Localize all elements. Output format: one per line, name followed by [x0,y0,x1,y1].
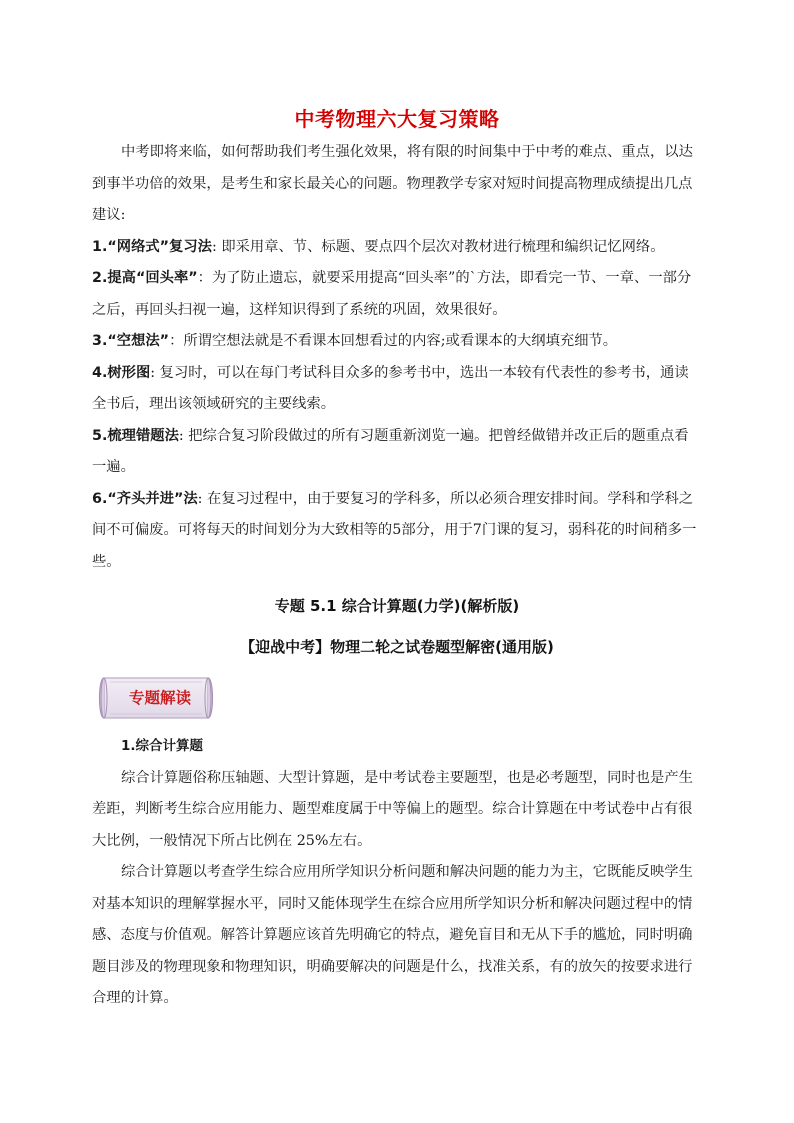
section-paragraph: 综合计算题俗称压轴题、大型计算题，是中考试卷主要题型，也是必考题型，同时也是产生差距，判断考生综合应用能力、题型难度属于中等偏上的题型。综合计算题在中考试卷中占有很大比例，一般情况下所占比例在 25%左右。 [92,769,693,849]
strategy-label: 4.树形图 [92,364,151,381]
strategy-text: : 复习时，可以在每门考试科目众多的参考书中，选出一本较有代表性的参考书，通读全书后，理出该领域研究的主要线索。 [92,364,689,412]
intro-block [92,137,702,578]
strategy-item [92,421,702,484]
strategy-label: 2.提高“回头率” [92,270,198,286]
strategy-text: : 把综合复习阶段做过的所有习题重新浏览一遍。把曾经做错并改正后的题重点看一遍。 [92,427,689,475]
strategy-label: 5.梳理错题法 [92,427,179,444]
strategy-label: 3.“空想法” [92,333,170,349]
topic-badge-label: 专题解读 [128,689,191,707]
content-section [92,731,702,1015]
strategy-item [92,358,702,421]
strategy-text: : 即采用章、节、标题、要点四个层次对教材进行梳理和编织记忆网络。 [211,238,665,255]
intro-paragraph: 中考即将来临，如何帮助我们考生强化效果，将有限的时间集中于中考的难点、重点，以达到事半功倍的效果，是考生和家长最关心的问题。物理教学专家对短时间提高物理成绩提出几点建议: [92,144,693,223]
strategy-item [92,232,702,264]
strategy-text: : 在复习过程中，由于要复习的学科多，所以必须合理安排时间。学科和学科之间不可偏废。可将每天的时间划分为大致相等的5部分，用于7门课的复习，弱科花的时间稍多一些。 [92,490,697,570]
strategy-item [92,263,702,326]
section-heading: 1.综合计算题 [121,738,204,754]
strategy-item [92,484,702,579]
strategy-label: 6.“齐头并进”法 [92,490,198,507]
strategy-item [92,326,702,358]
section-paragraph: 综合计算题以考查学生综合应用所学知识分析问题和解决问题的能力为主，它既能反映学生对基本知识的理解掌握水平，同时又能体现学生在综合应用所学知识分析和解决问题过程中的情感、态度与价值观。解答计算题应该首先明确它的特点，避免盲目和无从下手的尴尬，同时明确题目涉及的物理现象和物理知识，明确要解决的问题是什么，找准关系，有的放矢的按要求进行合理的计算。 [92,864,693,1006]
strategy-label: 1.“网络式”复习法 [92,238,212,255]
topic-title: 专题 5.1 综合计算题(力学)(解析版) [274,597,520,615]
strategy-text: ：所谓空想法就是不看课本回想看过的内容;或看课本的大纲填充细节。 [169,333,618,349]
page-title: 中考物理六大复习策略 [294,107,500,131]
series-title: 【迎战中考】物理二轮之试卷题型解密(通用版) [240,638,554,656]
topic-badge-scroll [96,672,216,724]
strategy-text: ：为了防止遗忘，就要采用提高“回头率”的`方法，即看完一节、一章、一部分之后，再回头扫视一遍，这样知识得到了系统的巩固，效果很好。 [92,270,692,318]
